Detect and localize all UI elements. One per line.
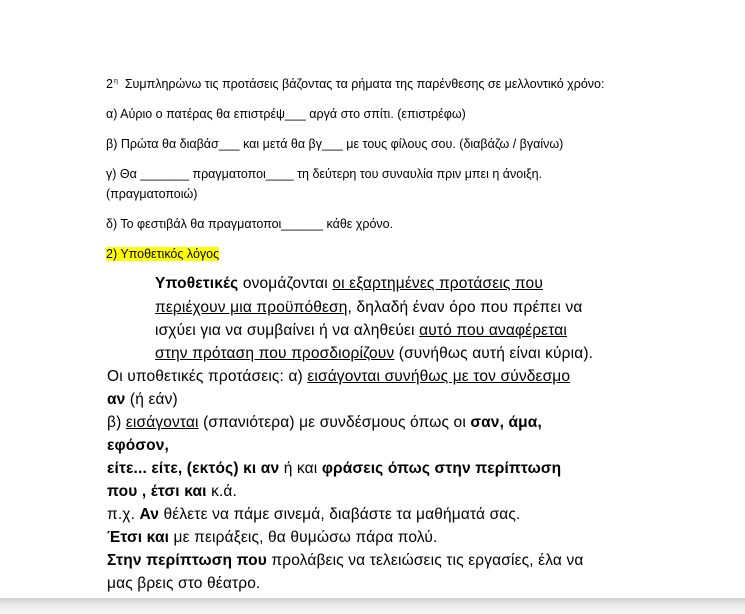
exercise-item-b: β) Πρώτα θα διαβάσ___ και μετά θα βγ___ με τους φίλους σου. (διαβάζω / βγαίνω): [106, 137, 564, 151]
theory-line-4: [155, 345, 593, 363]
text-span: , δηλαδή έναν όρο που πρέπει να: [347, 299, 583, 316]
section-heading: [106, 247, 219, 261]
exercise-number: 2: [106, 77, 113, 91]
underlined-text: εισάγονται συνήθως με τον σύνδεσμο: [307, 368, 571, 385]
text-span: β): [107, 414, 126, 431]
bold-text: σαν, άμα,: [470, 414, 542, 431]
term-bold: Υποθετικές: [155, 275, 239, 292]
text-span: ισχύει για να συμβαίνει ή να αληθεύει: [155, 322, 420, 339]
bold-text: αν: [107, 391, 126, 408]
bold-text: είτε... είτε, (εκτός) κι αν: [107, 460, 280, 477]
highlighted-heading: 2) Υποθετικός λόγος: [106, 247, 220, 261]
example-1: [107, 506, 521, 524]
text-span: θέλετε να πάμε σινεμά, διαβάστε τα μαθήματά σας.: [159, 506, 521, 523]
example-3: [107, 552, 583, 570]
text-span: π.χ.: [107, 506, 140, 523]
bold-text: φράσεις όπως στην περίπτωση: [321, 460, 562, 477]
bold-text: Έτσι και: [107, 529, 170, 546]
theory-line-5: [107, 368, 570, 386]
exercise-item-c-hint: (πραγματοποιώ): [106, 187, 198, 201]
example-2: [107, 529, 437, 547]
underlined-text: στην πρόταση που προσδιορίζουν: [155, 345, 395, 362]
underlined-text: περιέχουν μια προϋπόθεση: [155, 299, 348, 316]
theory-line-3: [155, 322, 567, 340]
bold-text: εφόσον,: [107, 437, 169, 454]
text-span: με πειράξεις, θα θυμώσω πάρα πολύ.: [169, 529, 438, 546]
text-span: Οι υποθετικές προτάσεις: α): [107, 368, 308, 385]
instruction-text: Συμπληρώνω τις προτάσεις βάζοντας τα ρήματα της παρένθεσης σε μελλοντικό χρόνο:: [124, 77, 605, 91]
theory-line-8: [107, 437, 169, 455]
text-span: προλάβεις να τελειώσεις τις εργασίες, έλα να: [266, 552, 584, 569]
theory-line-6: [107, 391, 178, 409]
text-span: ονομάζονται: [238, 275, 333, 292]
theory-line-7: [107, 414, 542, 432]
text-span: (συνήθως αυτή είναι κύρια).: [394, 345, 594, 362]
exercise-item-a: α) Αύριο ο πατέρας θα επιστρέψ___ αργά στο σπίτι. (επιστρέφω): [106, 107, 466, 121]
page-bottom-edge: [0, 598, 745, 614]
exercise-instruction: [106, 77, 604, 91]
exercise-item-c: γ) Θα _______ πραγματοποι____ τη δεύτερη του συναυλία πριν μπει η άνοιξη.: [106, 167, 542, 181]
text-span: (ή εάν): [125, 391, 178, 408]
exercise-number-suffix: η: [113, 77, 118, 85]
theory-line-9: [107, 460, 561, 478]
underlined-text: οι εξαρτημένες προτάσεις που: [332, 275, 543, 292]
bold-text: που , έτσι και: [107, 483, 207, 500]
theory-line-2: [155, 299, 582, 317]
theory-line-10: [107, 483, 237, 501]
text-span: ή και: [279, 460, 322, 477]
underlined-text: αυτό που αναφέρεται: [419, 322, 567, 339]
theory-line-1: [155, 275, 543, 293]
text-span: (σπανιότερα) με συνδέσμους όπως οι: [198, 414, 471, 431]
bold-text: Στην περίπτωση που: [107, 552, 267, 569]
underlined-text: εισάγονται: [125, 414, 199, 431]
bold-text: Αν: [139, 506, 160, 523]
exercise-item-d: δ) Το φεστιβάλ θα πραγματοποι______ κάθε χρόνο.: [106, 217, 394, 231]
text-span: κ.ά.: [206, 483, 237, 500]
example-3-line-2: μας βρεις στο θέατρο.: [107, 575, 261, 592]
